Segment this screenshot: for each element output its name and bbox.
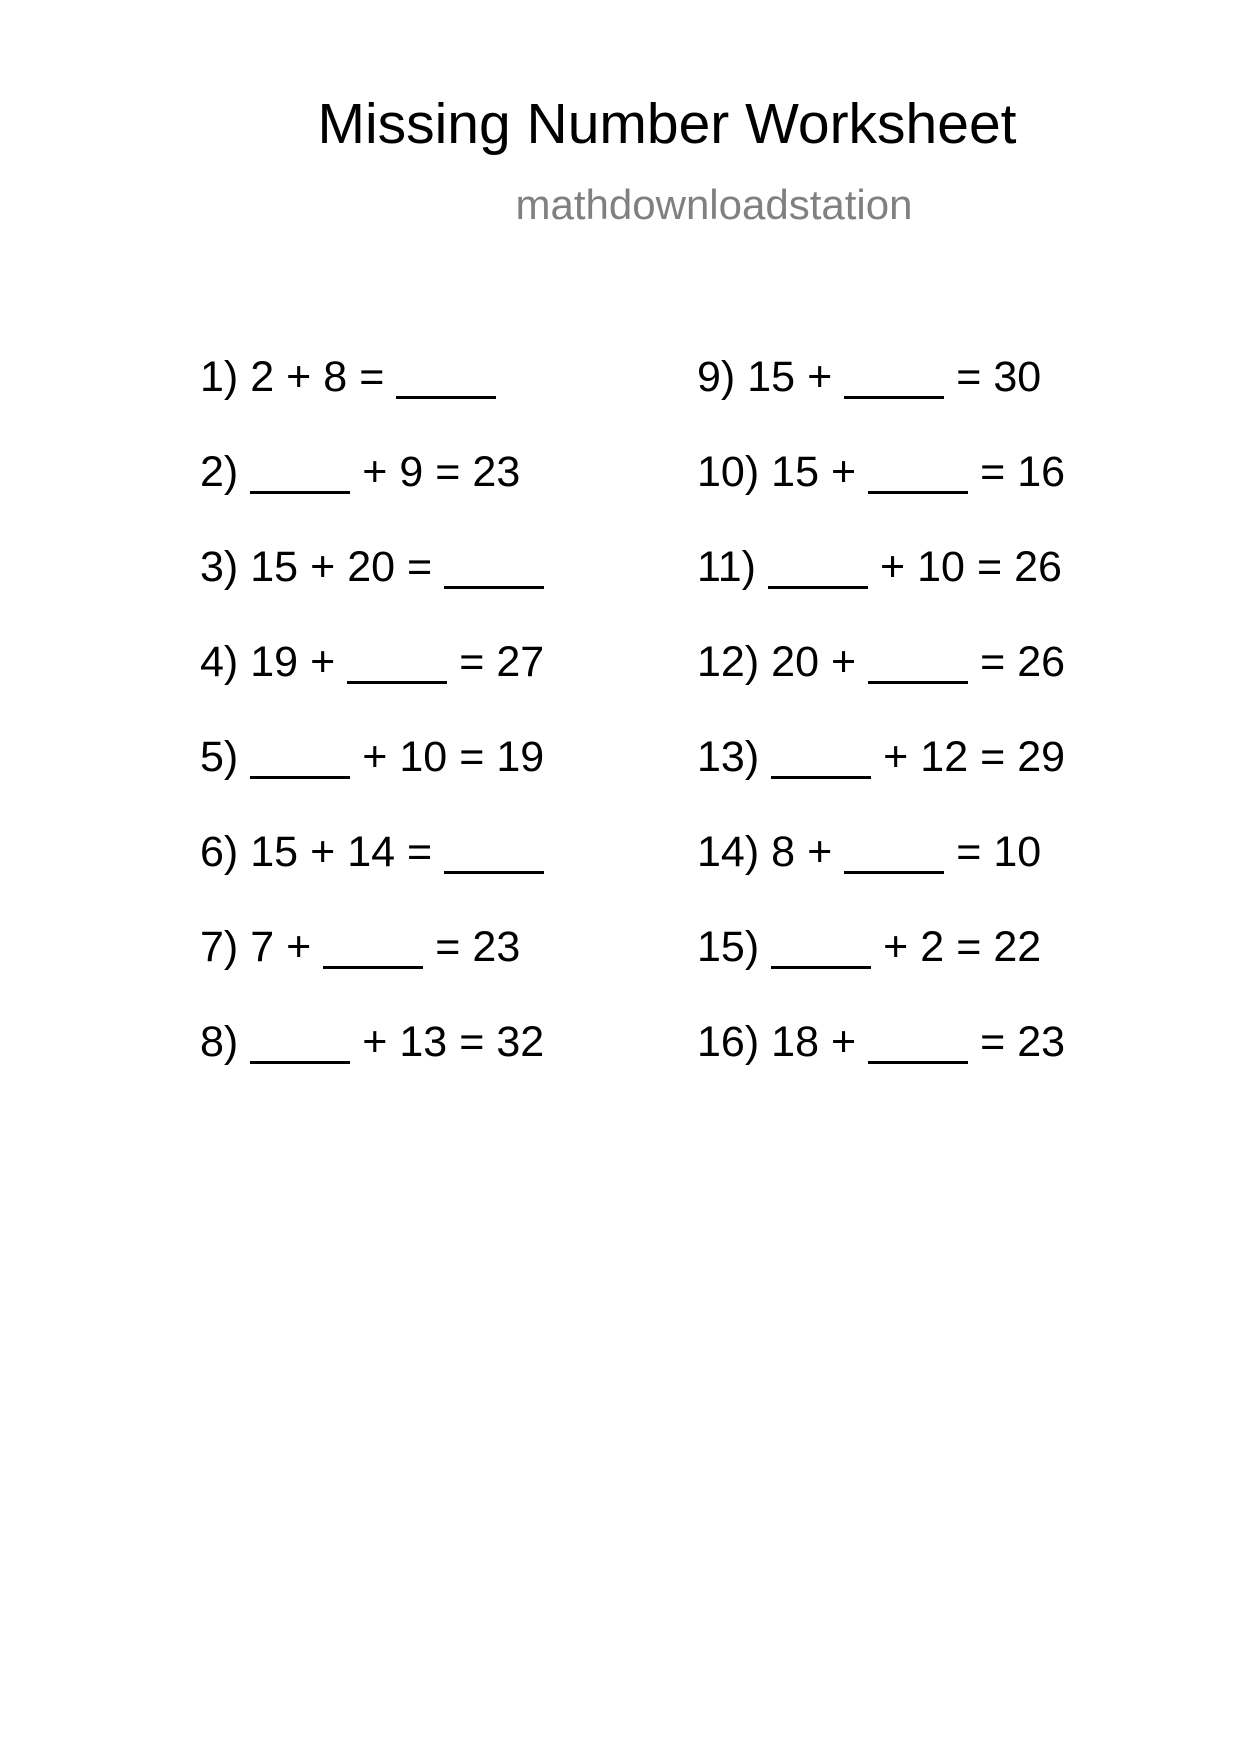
problem-item (200, 730, 556, 825)
answer-blank[interactable] (250, 738, 350, 779)
equals-sign: = (980, 733, 1006, 781)
operand-b: 14 (347, 828, 396, 876)
equals-sign: = (956, 923, 982, 971)
operand-b: 9 (399, 448, 424, 496)
operator-plus: + (879, 543, 906, 591)
operator-plus: + (831, 1018, 857, 1066)
answer-blank[interactable] (771, 928, 871, 969)
operand-b: 10 (917, 543, 965, 591)
operator-plus: + (286, 353, 312, 401)
equals-sign: = (459, 1018, 485, 1066)
operator-plus: + (286, 923, 312, 971)
problem-number: 13) (697, 733, 760, 781)
result-value: 16 (1017, 448, 1066, 496)
equals-sign: = (459, 733, 485, 781)
problem-number: 10) (697, 448, 760, 496)
result-value: 23 (472, 448, 521, 496)
result-value: 27 (496, 638, 545, 686)
answer-blank[interactable] (868, 643, 968, 684)
operand-a: 15 (747, 353, 796, 401)
result-value: 22 (993, 923, 1042, 971)
problem-item (697, 350, 1065, 445)
problem-item (200, 350, 556, 445)
answer-blank[interactable] (771, 738, 871, 779)
result-value: 23 (1017, 1018, 1066, 1066)
problem-number: 12) (697, 638, 760, 686)
result-value: 30 (993, 353, 1042, 401)
operand-b: 12 (920, 733, 969, 781)
problem-item (200, 920, 556, 1015)
operand-a: 19 (250, 638, 299, 686)
problem-item (697, 445, 1065, 540)
operator-plus: + (362, 1018, 388, 1066)
operator-plus: + (831, 448, 857, 496)
problem-number: 9) (697, 353, 736, 401)
equals-sign: = (435, 923, 461, 971)
answer-blank[interactable] (396, 358, 496, 399)
problem-column-left (200, 350, 556, 1110)
problem-item (697, 730, 1065, 825)
problem-item (200, 635, 556, 730)
result-value: 26 (1017, 638, 1066, 686)
equals-sign: = (407, 828, 433, 876)
operator-plus: + (310, 543, 336, 591)
answer-blank[interactable] (250, 453, 350, 494)
answer-blank[interactable] (768, 548, 868, 589)
problem-number: 6) (200, 828, 239, 876)
operator-plus: + (831, 638, 857, 686)
problem-number: 14) (697, 828, 760, 876)
answer-blank[interactable] (444, 833, 544, 874)
operand-b: 20 (347, 543, 396, 591)
result-value: 23 (472, 923, 521, 971)
problem-number: 2) (200, 448, 239, 496)
problem-item (200, 540, 556, 635)
operator-plus: + (883, 733, 909, 781)
answer-blank[interactable] (444, 548, 544, 589)
operand-a: 8 (771, 828, 796, 876)
problem-number: 11) (697, 543, 756, 591)
problem-item (697, 825, 1065, 920)
equals-sign: = (956, 353, 982, 401)
problem-item (200, 445, 556, 540)
operand-b: 2 (920, 923, 945, 971)
operator-plus: + (310, 638, 336, 686)
problem-item (200, 1015, 556, 1110)
problem-item (697, 920, 1065, 1015)
result-value: 29 (1017, 733, 1066, 781)
problem-number: 7) (200, 923, 239, 971)
result-value: 32 (496, 1018, 545, 1066)
problem-number: 15) (697, 923, 760, 971)
problem-item (697, 1015, 1065, 1110)
operand-a: 15 (250, 543, 299, 591)
operand-b: 10 (399, 733, 448, 781)
equals-sign: = (407, 543, 433, 591)
problem-number: 3) (200, 543, 239, 591)
problem-number: 8) (200, 1018, 239, 1066)
answer-blank[interactable] (844, 358, 944, 399)
equals-sign: = (435, 448, 461, 496)
equals-sign: = (956, 828, 982, 876)
problem-column-right (697, 350, 1065, 1110)
result-value: 19 (496, 733, 545, 781)
page-title: Missing Number Worksheet (317, 92, 1017, 156)
operator-plus: + (807, 353, 833, 401)
equals-sign: = (980, 638, 1006, 686)
answer-blank[interactable] (323, 928, 423, 969)
operand-a: 15 (250, 828, 299, 876)
equals-sign: = (980, 448, 1006, 496)
operator-plus: + (883, 923, 909, 971)
problem-number: 1) (200, 353, 239, 401)
equals-sign: = (459, 638, 485, 686)
operator-plus: + (362, 448, 388, 496)
operand-b: 13 (399, 1018, 448, 1066)
operator-plus: + (310, 828, 336, 876)
operand-b: 8 (323, 353, 348, 401)
problem-number: 4) (200, 638, 239, 686)
problem-item (697, 540, 1065, 635)
answer-blank[interactable] (868, 453, 968, 494)
result-value: 10 (993, 828, 1042, 876)
problem-number: 5) (200, 733, 239, 781)
answer-blank[interactable] (347, 643, 447, 684)
problem-number: 16) (697, 1018, 760, 1066)
operand-a: 20 (771, 638, 819, 686)
answer-blank[interactable] (868, 1023, 968, 1064)
operator-plus: + (362, 733, 388, 781)
page-subtitle: mathdownloadstation (515, 181, 913, 228)
equals-sign: = (359, 353, 385, 401)
operand-a: 2 (250, 353, 275, 401)
operand-a: 15 (771, 448, 819, 496)
answer-blank[interactable] (250, 1023, 350, 1064)
problem-item (200, 825, 556, 920)
equals-sign: = (980, 1018, 1006, 1066)
operator-plus: + (807, 828, 833, 876)
answer-blank[interactable] (844, 833, 944, 874)
problem-item (697, 635, 1065, 730)
result-value: 26 (1014, 543, 1062, 591)
operand-a: 18 (771, 1018, 819, 1066)
equals-sign: = (976, 543, 1003, 591)
operand-a: 7 (250, 923, 275, 971)
